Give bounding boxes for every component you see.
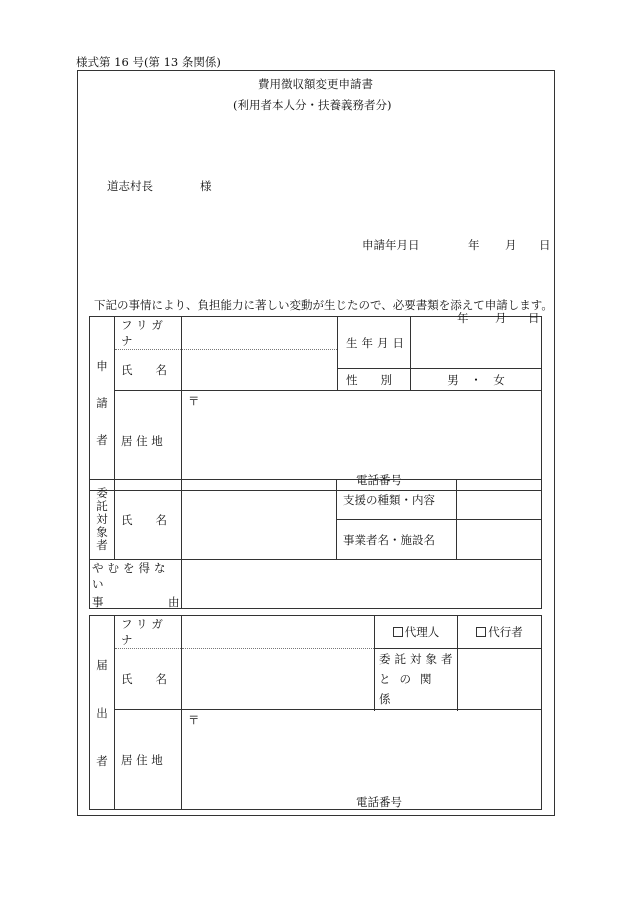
target-name-label: 氏 名 (115, 480, 182, 560)
applicant-address-field[interactable] (182, 391, 542, 491)
notifier-name-label: 氏 名 (115, 649, 182, 710)
notifier-furigana-field[interactable] (182, 616, 375, 649)
relation-field[interactable] (458, 649, 542, 710)
checkbox-icon[interactable] (393, 627, 403, 637)
notifier-furigana-label: フリガナ (115, 616, 182, 649)
reason-label: やむを得ない 事 由 (90, 560, 182, 609)
application-date-label: 申請年月日 (362, 238, 420, 252)
notifier-phone-label: 電話番号 (356, 795, 402, 809)
target-section-label: 委 託 対 象 者 (90, 480, 115, 560)
checkbox-icon[interactable] (476, 627, 486, 637)
applicant-name-label: 氏 名 (115, 350, 182, 391)
addressee-name: 道志村長 (107, 179, 153, 193)
applicant-birthdate-field[interactable]: 年 月 日 (411, 317, 542, 369)
notifier-table (89, 615, 542, 810)
target-table (89, 479, 542, 609)
applicant-birthdate-label: 生年月日 (338, 317, 411, 369)
application-month: 月 (505, 238, 517, 252)
notifier-address-label: 居 住 地 (115, 710, 182, 810)
form-title: 費用徴収額変更申請書 (258, 77, 373, 91)
applicant-table (89, 311, 542, 491)
application-day: 日 (539, 238, 551, 252)
statement-text: 下記の事情により、負担能力に著しい変動が生じたので、必要書類を添えて申請します。 (94, 298, 553, 312)
reason-field[interactable] (182, 560, 542, 609)
business-name-field[interactable] (457, 520, 542, 560)
applicant-furigana-field[interactable] (182, 317, 338, 350)
applicant-gender-label: 性 別 (338, 369, 411, 391)
postal-mark-icon: 〒 (188, 713, 200, 727)
applicant-furigana-label: フリガナ (115, 317, 182, 350)
applicant-name-field[interactable] (182, 350, 338, 391)
applicant-address-label: 居 住 地 (115, 391, 182, 491)
relation-label: 委託対象者 との関係 (375, 649, 458, 710)
applicant-gender-options[interactable]: 男 ・ 女 (411, 369, 542, 391)
form-subtitle: (利用者本人分・扶養義務者分) (233, 98, 392, 112)
applicant-section-label: 申 請 者 (90, 317, 115, 491)
form-number: 様式第 16 号(第 13 条関係) (76, 55, 221, 69)
notifier-section-label: 届 出 者 (90, 616, 115, 810)
addressee-honorific: 様 (200, 179, 212, 193)
support-type-field[interactable] (457, 480, 542, 520)
postal-mark-icon: 〒 (188, 394, 200, 408)
notifier-address-field[interactable] (182, 710, 542, 810)
application-year: 年 (468, 238, 480, 252)
proxy-checkbox[interactable]: 代行者 (458, 616, 542, 649)
support-type-label: 支援の種類・内容 (337, 480, 457, 520)
applicant-phone-label: 電話番号 (356, 473, 402, 487)
business-name-label: 事業者名・施設名 (337, 520, 457, 560)
notifier-name-field[interactable] (182, 649, 375, 710)
target-name-field[interactable] (182, 480, 337, 560)
agent-checkbox[interactable]: 代理人 (375, 616, 458, 649)
